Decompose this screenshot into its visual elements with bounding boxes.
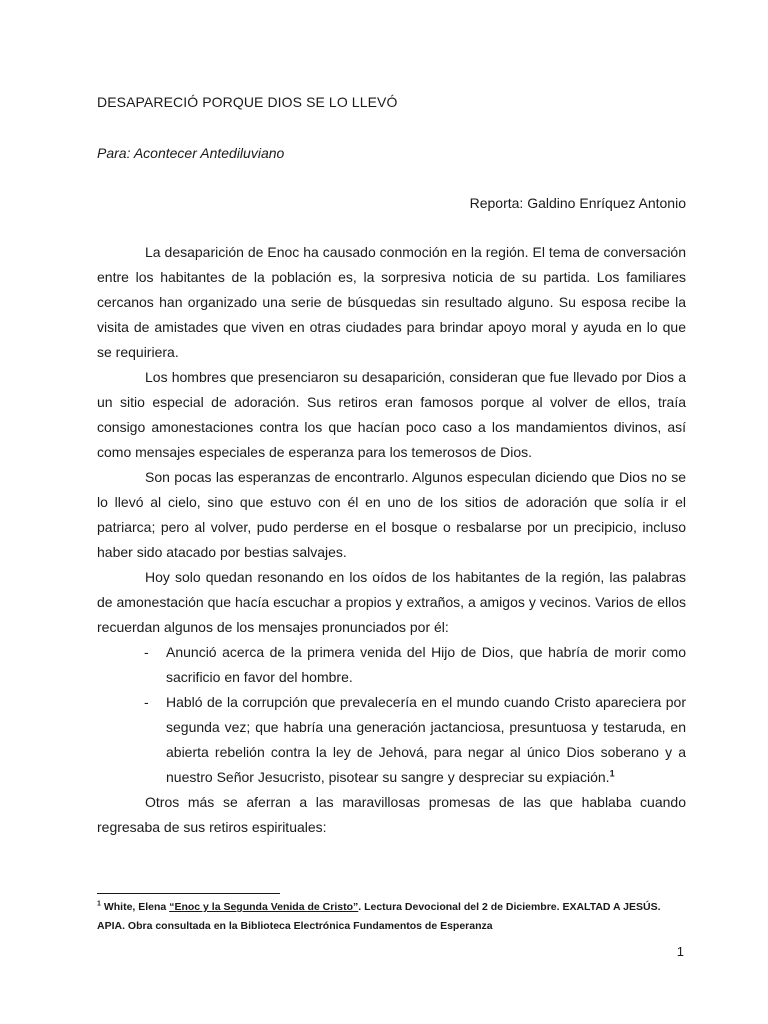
footnote-separator xyxy=(97,893,280,894)
list-item-text: Habló de la corrupción que prevalecería en el mundo cuando Cristo apareciera por segunda vez; que habría una generación jactanciosa, presuntuosa y testaruda, en abierta rebelión contra la ley de Jehová, para negar al único Dios soberano y a nuestro Señor Jesucristo, pisotear su sangre y despreciar su expiación. xyxy=(166,694,686,785)
paragraph-1: La desaparición de Enoc ha causado conmoción en la región. El tema de conversación entre los habitantes de la población es, la sorpresiva noticia de su partida. Los familiares cercanos han organizado una serie de búsquedas sin resultado alguno. Su esposa recibe la visita de amistades que viven en otras ciudades para brindar apoyo moral y ayuda en lo que se requiriera. xyxy=(97,244,686,360)
list-item xyxy=(97,640,686,690)
footnote-number: 1 xyxy=(97,900,101,908)
paragraph-3: Son pocas las esperanzas de encontrarlo. Algunos especulan diciendo que Dios no se lo llevó al cielo, sino que estuvo con él en uno de los sitios de adoración que solía ir el patriarca; pero al volver, pudo perderse en el bosque o resbalarse por un precipicio, incluso haber sido atacado por bestias salvajes. xyxy=(97,469,686,560)
paragraph-4: Hoy solo quedan resonando en los oídos de los habitantes de la región, las palabras de amonestación que hacía escuchar a propios y extraños, a amigos y vecinos. Varios de ellos recuerdan algunos de los mensajes pronunciados por él: xyxy=(97,569,686,635)
reporter-line: Reporta: Galdino Enríquez Antonio xyxy=(469,195,686,211)
message-list xyxy=(97,640,686,790)
footnote-author: White, Elena xyxy=(103,901,167,913)
footnote-work-title[interactable]: “Enoc y la Segunda Venida de Cristo” xyxy=(169,901,359,913)
list-item-text: Anunció acerca de la primera venida del Hijo de Dios, que habría de morir como sacrificio en favor del hombre. xyxy=(166,644,686,685)
paragraph-5: Otros más se aferran a las maravillosas promesas de las que hablaba cuando regresaba de sus retiros espirituales: xyxy=(97,794,686,835)
paragraph-2: Los hombres que presenciaron su desaparición, consideran que fue llevado por Dios a un sitio especial de adoración. Sus retiros eran famosos porque al volver de ellos, traía consigo amonestaciones contra los que hacían poco caso a los mandamientos divinos, así como mensajes especiales de esperanza para los temerosos de Dios. xyxy=(97,369,686,460)
document-title: DESAPARECIÓ PORQUE DIOS SE LO LLEVÓ xyxy=(97,94,398,110)
list-bullet: - xyxy=(144,694,149,710)
document-subtitle: Para: Acontecer Antediluviano xyxy=(97,145,285,161)
list-bullet: - xyxy=(144,644,149,660)
article-body xyxy=(97,240,686,840)
list-item xyxy=(97,690,686,790)
footnote xyxy=(97,898,690,936)
footnote-reference[interactable]: 1 xyxy=(609,768,615,779)
page-number: 1 xyxy=(676,944,684,959)
footnote-details: . Lectura Devocional del 2 de Diciembre. EXALTAD A JESÚS. APIA. Obra consultada en la Biblioteca Electrónica Fundamentos de Esperanza xyxy=(97,901,661,932)
